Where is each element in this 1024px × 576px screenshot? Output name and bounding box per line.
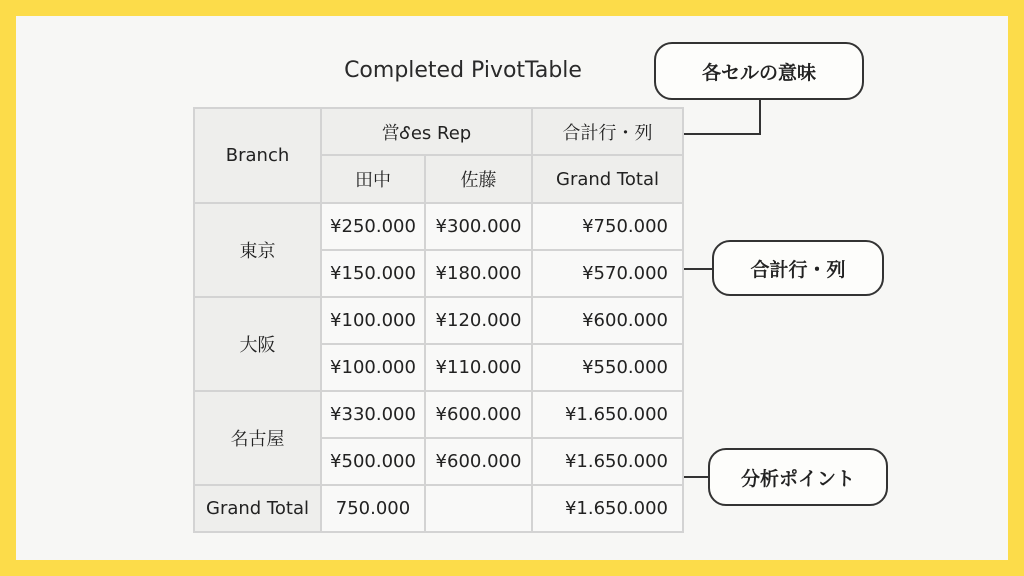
table-cell: ¥180.000 bbox=[425, 250, 532, 297]
table-cell: ¥330.000 bbox=[321, 391, 425, 438]
grand-total-rep-1: 750.000 bbox=[321, 485, 425, 532]
row-total-cell: ¥1.650.000 bbox=[532, 438, 683, 485]
row-total-cell: ¥600.000 bbox=[532, 297, 683, 344]
table-cell: ¥300.000 bbox=[425, 203, 532, 250]
branch-name: 東京 bbox=[194, 203, 321, 297]
table-cell: ¥100.000 bbox=[321, 297, 425, 344]
totals-header: 合計行・列 bbox=[532, 108, 683, 155]
branch-name: 名古屋 bbox=[194, 391, 321, 485]
grand-total-label: Grand Total bbox=[194, 485, 321, 532]
branch-header: Branch bbox=[194, 108, 321, 203]
sales-rep-header: 営Ꮄes Rep bbox=[321, 108, 532, 155]
table-cell: ¥500.000 bbox=[321, 438, 425, 485]
table-cell: ¥600.000 bbox=[425, 391, 532, 438]
table-cell: ¥120.000 bbox=[425, 297, 532, 344]
table-cell: ¥600.000 bbox=[425, 438, 532, 485]
row-total-cell: ¥550.000 bbox=[532, 344, 683, 391]
callout-analysis-point: 分析ポイント bbox=[708, 448, 888, 506]
rep-header-1: 田中 bbox=[321, 155, 425, 203]
diagram-title: Completed PivotTable bbox=[344, 58, 582, 83]
callout-cell-meaning: 各セルの意味 bbox=[654, 42, 864, 100]
rep-header-2: 佐藤 bbox=[425, 155, 532, 203]
connector-top bbox=[684, 98, 760, 134]
table-cell: ¥150.000 bbox=[321, 250, 425, 297]
table-cell: ¥110.000 bbox=[425, 344, 532, 391]
table-cell: ¥250.000 bbox=[321, 203, 425, 250]
grand-total-header: Grand Total bbox=[532, 155, 683, 203]
table-cell: ¥100.000 bbox=[321, 344, 425, 391]
grand-total-value: ¥1.650.000 bbox=[532, 485, 683, 532]
row-total-cell: ¥570.000 bbox=[532, 250, 683, 297]
row-total-cell: ¥750.000 bbox=[532, 203, 683, 250]
row-total-cell: ¥1.650.000 bbox=[532, 391, 683, 438]
callout-total-rows-columns: 合計行・列 bbox=[712, 240, 884, 296]
branch-name: 大阪 bbox=[194, 297, 321, 391]
